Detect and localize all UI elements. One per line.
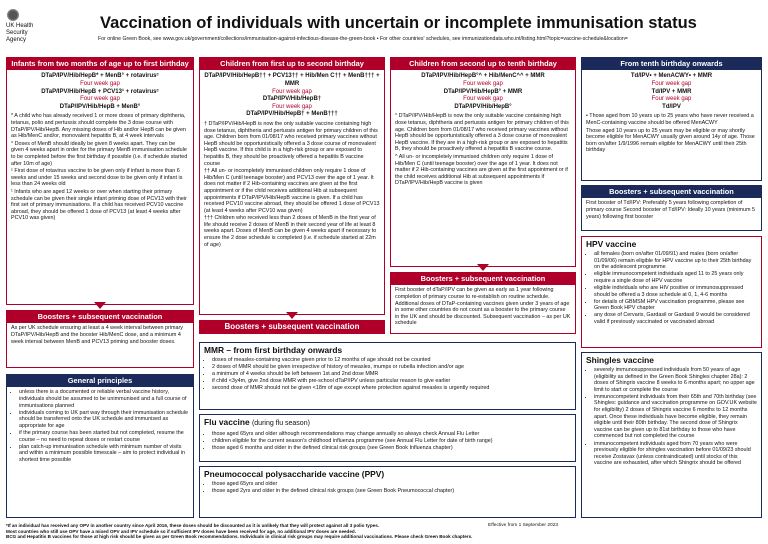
booster-header: Boosters + subsequent vaccination (582, 186, 761, 198)
mmr-title: MMR – from first birthday onwards (204, 345, 343, 355)
list-item: • if child <3y4m, give 2nd dose MMR with pre-school dTaP/IPV unless particular reason to give earlier (212, 378, 571, 385)
infants-schedule (7, 70, 193, 111)
flu-title (200, 415, 575, 429)
footer-line: Most countries who still use OPV have a mixed OPV and IPV schedule so if sufficient IPV doses have been received for age, no additional IPV doses are needed. (6, 528, 356, 534)
list-item: • a minimum of 4 weeks should be left between 1st and 2nd dose MMR (212, 371, 571, 378)
booster-header: Boosters + subsequent vaccination (7, 311, 193, 323)
infants-booster-box (6, 310, 194, 368)
principles-body (7, 387, 193, 466)
list-item: • plan catch-up immunisation schedule with minimum number of visits and within a minimum possible timescale – aim to protect individual in shortest time possible (19, 444, 189, 464)
second-birthday-schedule (391, 70, 575, 111)
effective-date: Effective from 1 September 2023 (488, 523, 559, 528)
schedule-dose: DTaP/IPV/Hib/HepB†† + PCV13†† + Hib/Men C†† + MenB††† + MMR (204, 73, 380, 87)
down-arrow-icon (477, 264, 489, 271)
shingles-list (586, 367, 757, 467)
list-item: • any dose of Cervarix, Gardasil or Gardasil 9 would be considered valid if previously vaccinated or vaccinated abroad (594, 312, 757, 325)
second-birthday-box (390, 57, 576, 267)
ppv-title: Pneumococcal polysaccharide vaccine (PPV) (204, 469, 385, 479)
first-birthday-box (199, 57, 385, 315)
page-subtitle: For online Green Book, see www.gov.uk/government/collections/immunisation-against-infectious-disease-the-green-book • For other countries' schedules, see immunizationdata.who.int/listing.html?topic=vaccine-schedule&location= (98, 36, 628, 42)
list-item: • eligible individuals who are HIV positive or immunosuppressed should be offered a 3 dose schedule at 0, 1, 4-6 months (594, 285, 757, 298)
first-birthday-notes (200, 119, 384, 251)
list-item: • those aged 6 months and older in the defined clinical risk groups (see Green Book Influenza chapter) (212, 445, 571, 452)
list-item: • doses of measles-containing vaccine given prior to 12 months of age should not be counted (212, 357, 571, 364)
ukhsa-logo (6, 8, 64, 44)
list-item: • for details of GBMSM HPV vaccination programme, please see Green Book HPV chapter (594, 299, 757, 312)
tenth-birthday-booster-box (581, 185, 762, 231)
schedule-dose: DTaP/IPV/Hib/HepB° + MMR (443, 88, 523, 95)
page-title: Vaccination of individuals with uncertain or incomplete immunisation status (100, 14, 697, 32)
schedule-gap: Four week gap (272, 88, 312, 95)
royal-crest-icon (6, 8, 20, 22)
booster-header: Boosters + subsequent vaccination (391, 273, 575, 285)
schedule-gap: Four week gap (272, 103, 312, 110)
schedule-dose: Td/IPV + MMR (651, 88, 692, 95)
first-birthday-booster-bar: Boosters + subsequent vaccination (199, 320, 385, 334)
footer-notes (6, 523, 762, 540)
down-arrow-icon (94, 302, 106, 309)
infants-box (6, 57, 194, 305)
ppv-box (199, 466, 576, 518)
tenth-birthday-box (581, 57, 762, 181)
mmr-body (200, 355, 575, 394)
list-item: • eligible immunocompetent individuals aged 11 to 25 years only require a single dose of HPV vaccine (594, 271, 757, 284)
schedule-dose: DTaP/IPV/Hib/HepB + PCV13¹ + rotavirusᶜ (41, 88, 159, 95)
hpv-box (581, 236, 762, 348)
flu-box (199, 414, 576, 462)
ppv-body (200, 479, 575, 497)
schedule-gap: Four week gap (80, 81, 120, 87)
schedule-gap: Four week gap (651, 81, 692, 87)
list-item: • unless there is a documented or reliable verbal vaccine history, individuals should be assumed to be unimmunised and a full course of immunisations planned (19, 389, 189, 409)
note: ††† Children who received less than 2 doses of MenB in the first year of life should receive 2 doses of MenB in their second year of life at least 8 weeks apart. Doses of MenB can be given 4 weeks apart if necessary to ensure the 2 dose schedule is completed (i.e. if schedule started at 22m of age) (204, 215, 377, 248)
mmr-list (204, 357, 571, 392)
schedule-gap: Four week gap (651, 96, 692, 103)
note: ° DTaP/IPV/Hib/HepB is now the only suitable vaccine containing high dose tetanus, diphtheria and pertussis antigen for primary children of this age. Children born from 01/08/17 who received primary vaccines without HepB should be opportunistically offered a 3 dose course of monovalent HepB vaccine. If they are in a high-risk group or are exposed to hepatitis B, they should be proactively offered a hepatitis B vaccine course. (395, 113, 569, 153)
second-birthday-notes (391, 111, 575, 190)
schedule-dose: DTaP/IPV/Hib/HepB* + MenB° + rotavirusᶜ (41, 73, 159, 80)
principles-header: General principles (7, 375, 193, 387)
second-birthday-booster-box (390, 272, 576, 334)
shingles-title: Shingles vaccine (586, 355, 654, 365)
principles-list (11, 389, 189, 463)
note: †† All un- or incompletely immunised children only require 1 dose of Hib/Men C (until teenage booster) and PCV13 over the age of 1 year. It does not matter if 2 Hib-containing vaccines are given at the first appointment or if the child receives additional Hib at subsequent appointments if DTaP/IPV/Hib/HepB vaccine is given. If a child has received PCV10 vaccine abroad, they should be offered 1 dose of PCV13 (at least 4 weeks after PCV10 was given) (204, 168, 380, 214)
flu-title-text: Flu vaccine (204, 417, 250, 427)
schedule-gap: Four week gap (463, 81, 503, 87)
hpv-title: HPV vaccine (586, 239, 637, 249)
footer-line: BCG and Hepatitis B vaccines for those at high risk should be given as per Green Book recommendations. Individuals in clinical risk groups may require additional vaccinations. Please check Green Book chapters. (6, 534, 473, 540)
booster-text: As per UK schedule ensuring at least a 4 week interval between primary DTaP/IPV/Hib/HepB and the booster Hib/MenC dose, and a minimum 4 week interval between MenB and PCV13 priming and booster doses. (11, 325, 183, 345)
schedule-dose: Td/IPV (662, 103, 681, 110)
booster-text: First booster of dTaP/IPV can be given as early as 1 year following completion of primary course to re-establish on routine schedule. Additional doses of DTaP-containing vaccines given under 3 years of age in some other countries do not count as a booster to the primary course in the UK and should be discounted. Subsequent vaccination – as per UK schedule (395, 287, 571, 327)
list-item: • those aged 65yrs and older (212, 481, 571, 488)
tenth-birthday-schedule (582, 70, 761, 111)
list-item: • all females (born on/after 01/09/91) and males (born on/after 01/09/06) remain eligible for HPV vaccine up to their 25th birthday on the adolescent programme (594, 251, 757, 271)
list-item: • if the primary course has been started but not completed, resume the course – no need to repeat doses or restart course (19, 430, 189, 443)
note: ^ All un- or incompletely immunised children only require 1 dose of Hib/Men C (until teenage booster) over the age of 1 year. It does not matter if 2 Hib-containing vaccines are given at the first appointment or if the child receives additional Hib at subsequent appointments if DTaP/IPV/Hib/HepB vaccine is given (395, 153, 568, 187)
down-arrow-icon (286, 312, 298, 319)
footer-line: *If an individual has received any OPV in another country since April 2016, these doses should be discounted as it is unlikely that they will protect against all 3 polio types. (6, 523, 380, 528)
list-item: • second dose of MMR should not be given <18m of age except where protection against measles is urgently required (212, 385, 571, 392)
list-item: • severely immunosuppressed individuals from 50 years of age (eligibility as defined in the Green Book Shingles chapter 28a): 2 doses of Shingrix vaccine 8 weeks to 6 months apart; no upper age limit to start or complete the course (594, 367, 757, 393)
note: † DTaP/IPV/Hib/HepB is now the only suitable vaccine containing high dose tetanus, diphtheria and pertussis antigen for primary children of this age. Children born from 01/08/17 who received primary vaccines without HepB should be opportunistically offered a 3 dose course of monovalent HepB vaccine. If this child is in a high-risk group or are exposed to hepatitis B, they should be proactively offered a hepatitis B vaccine course (204, 120, 378, 167)
schedule-dose: DTaP/IPV/Hib/HepB + MenB° (59, 103, 141, 110)
hpv-body (582, 249, 761, 328)
schedule-dose: Td/IPV• + MenACWY• + MMR (630, 73, 713, 80)
schedule-dose: DTaP/IPV/Hib/HepB† (262, 96, 322, 103)
shingles-body (582, 365, 761, 469)
hpv-list (586, 251, 757, 326)
schedule-gap: Four week gap (80, 96, 120, 103)
ppv-list (204, 481, 571, 495)
note: Those aged 10 years up to 25 years may be eligible or may shortly become eligible for MenACWY usually given around 14y of age. Those born on/after 1/9/1996 remain eligible for MenACWY until their 25th birthday (586, 127, 755, 154)
list-item: • 2 doses of MMR should be given irrespective of history of measles, mumps or rubella infection and/or age (212, 364, 571, 371)
list-item: • those aged 65yrs and older although recommendations may change annually so always check Annual Flu Letter (212, 431, 571, 438)
logo-line: Security (6, 30, 28, 36)
schedule-dose: DTaP/IPV/Hib/HepB°^ + Hib/MenC^^ + MMR (421, 73, 545, 80)
second-birthday-header: Children from second up to tenth birthday (391, 58, 575, 70)
infants-header: Infants from two months of age up to first birthday (7, 58, 193, 70)
infants-notes (7, 111, 193, 225)
note: • Those aged from 10 years up to 25 years who have never received a MenC-containing vaccine should be offered MenACWY (586, 113, 754, 126)
list-item: • immunocompetent individuals aged from 70 years who were previously eligible for shingles vaccination before 01/09/23 should receive Zostavax (unless contraindicated) until stocks of this vaccine are exhausted, after which Shingrix should be offered (594, 441, 757, 467)
tenth-birthday-notes (582, 111, 761, 157)
note: ° Doses of MenB should ideally be given 8 weeks apart. They can be given 4 weeks apart in order for the primary MenB immunisation schedule to be completed before the first birthday if possible (i.e. if schedule started after 10m of age) (11, 140, 188, 167)
schedule-dose: DTaP/IPV/Hib/HepB† + MenB††† (246, 111, 338, 118)
schedule-gap: Four week gap (463, 96, 503, 103)
note: ¹ Infants who are aged 12 weeks or over when starting their primary schedule can be given their single infant priming dose of PCV13 with their first set of primary immunisations. If a child has received PCV10 vaccine abroad, they should be offered 1 dose of PCV13 (at least 4 weeks after PCV10 was given) (11, 188, 187, 222)
list-item: • those aged 2yrs and older in the defined clinical risk groups (see Green Book Pneumococcal chapter) (212, 488, 571, 495)
mmr-box (199, 342, 576, 410)
flu-list (204, 431, 571, 452)
note: ᶜ First dose of rotavirus vaccine to be given only if infant is more than 6 weeks and under 15 weeks and second dose to be given only if infant is less than 24 weeks old (11, 168, 183, 188)
first-birthday-schedule (200, 70, 384, 119)
tenth-birthday-header: From tenth birthday onwards (582, 58, 761, 70)
flu-title-suffix: (during flu season) (251, 420, 310, 427)
note: * A child who has already received 1 or more doses of primary diphtheria, tetanus, polio and pertussis should complete the 3 dose course with DTaP/IPV/Hib/HepB. Any missing doses of Hib and/or HepB can be given as Hib/MenC and/or, monovalent hepatitis B, at 4 week intervals (11, 113, 186, 140)
list-item: • immunocompetent individuals from their 65th and 70th birthday (see Shingles: guidance and vaccination programme on GOV.UK website for eligibility) 2 doses of Shingrix vaccine 6 months to 12 months apart. Once these individuals have become eligible, they remain eligible until their 80th birthday. The second dose of Shingrix vaccine can be given up to 81st birthday to those who have commenced but not completed the course (594, 394, 757, 440)
list-item: • individuals coming to UK part way through their immunisation schedule should be transferred onto the UK schedule and immunised as appropriate for age (19, 410, 189, 430)
booster-text: First booster of Td/IPV: Preferably 5 years following completion of primary course Second booster of Td/IPV: Ideally 10 years (minimum 5 years) following first booster (586, 200, 755, 220)
logo-line: UK Health (6, 23, 34, 29)
principles-box (6, 374, 194, 518)
schedule-dose: DTaP/IPV/Hib/HepB° (454, 103, 512, 110)
flu-body (200, 429, 575, 454)
logo-line: Agency (6, 37, 27, 43)
shingles-box (581, 352, 762, 518)
first-birthday-header: Children from first up to second birthday (200, 58, 384, 70)
list-item: • children eligible for the current season's childhood influenza programme (see Annual Flu Letter for date of birth range) (212, 438, 571, 445)
